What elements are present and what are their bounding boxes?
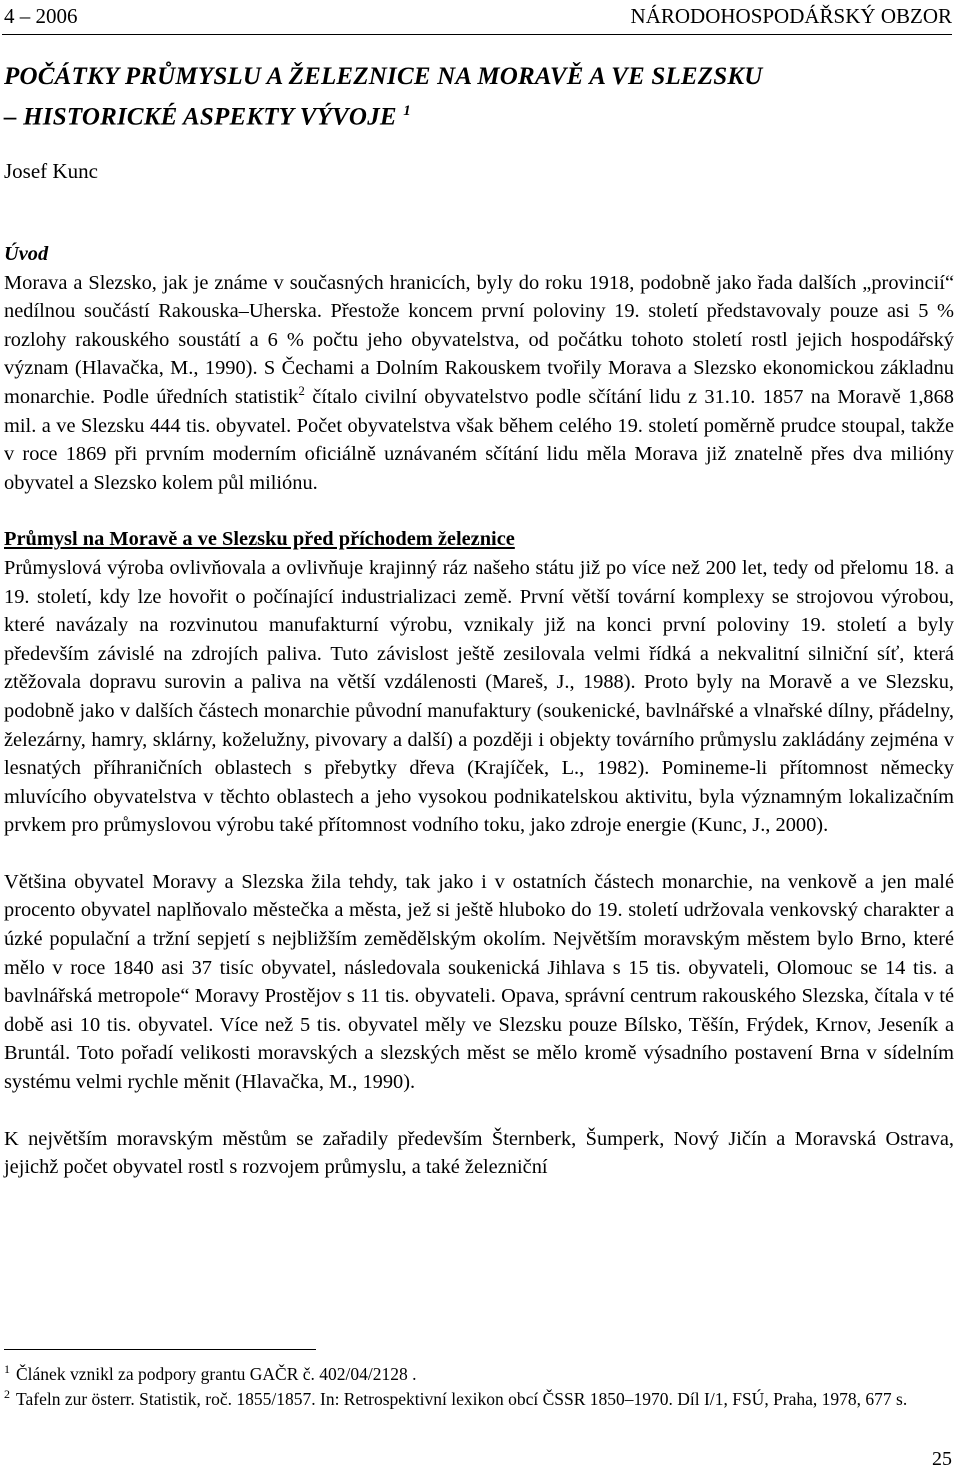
running-header bbox=[4, 4, 952, 32]
header-rule bbox=[2, 34, 952, 35]
paragraph-towns: K největším moravským městům se zařadily především Šternberk, Šumperk, Nový Jičín a Moravská Ostrava, jejichž počet obyvatel rostl s rozvojem průmyslu, a také železniční bbox=[4, 1127, 954, 1179]
footnote-2: $^2$ Tafeln zur österr. Statistik, roč. 1855/1857. In: Retrospektivní lexikon obcí ČSSR 1850–1970. Díl I/1, FSÚ, Praha, 1978, 677 s. bbox=[4, 1387, 908, 1409]
journal-name: NÁRODOHOSPODÁŘSKÝ OBZOR bbox=[630, 4, 952, 28]
article-body bbox=[4, 240, 954, 1182]
author-name: Josef Kunc bbox=[4, 159, 98, 183]
article-title bbox=[4, 60, 952, 134]
paragraph-intro: Morava a Slezsko, jak je známe v současných hranicích, byly do roku 1918, podobně jako řada dalších „provincií“ nedílnou součástí Rakouska–Uherska. Přestože koncem první poloviny 19. století představovaly pouze asi 5 % rozlohy rakouského soustátí a 6 % počtu jeho obyvatelstva, od počátku tohoto století rostl jejich hospodářský význam (Hlavačka, M., 1990). S Čechami a Dolním Rakouskem tvořily Morava a Slezsko ekonomickou základnu monarchie. Podle úředních statistik$^2$ čítalo civilní obyvatelstvo podle sčítání lidu z 31.10. 1857 na Moravě 1,868 mil. a ve Slezsku 444 tis. obyvatel. Počet obyvatelstva však během celého 19. století poměrně prudce stoupal, takže v roce 1869 při prvním moderním oficiálně uznávaném sčítání lidu měla Morava již znatelně přes dva milióny obyvatel a Slezsko kolem půl miliónu. bbox=[4, 271, 954, 494]
issue-label: 4 – 2006 bbox=[4, 4, 78, 28]
title-line-2: – HISTORICKÉ ASPEKTY VÝVOJE $^1$ bbox=[4, 103, 411, 131]
page-number: 25 bbox=[932, 1448, 952, 1470]
title-footnote-mark: 1 bbox=[403, 103, 411, 119]
footnote-1: $^1$ Článek vznikl za podpory grantu GAČR č. 402/04/2128 . bbox=[4, 1362, 417, 1384]
footnote-ref-2: 2 bbox=[298, 383, 305, 399]
title-line-1: POČÁTKY PRŮMYSLU A ŽELEZNICE NA MORAVĚ A VE SLEZSKU bbox=[4, 63, 763, 90]
paragraph-population: Většina obyvatel Moravy a Slezska žila tehdy, tak jako i v ostatních částech monarchie, na venkově a jen malé procento obyvatel naplňovalo městečka a města, jež si ještě hluboko do 19. století udržovala venkovský charakter a úzké populační a tržní sepjetí s nejbližším zemědělským okolím. Největším moravským městem bylo Brno, které mělo v roce 1840 asi 37 tisíc obyvatel, následovala soukenická Jihlava s 15 tis. obyvateli, Olomouc se 14 tis. a bavlnářská metropole“ Moravy Prostějov s 11 tis. obyvateli. Opava, správní centrum rakouského Slezska, čítala v té době asi 10 tis. obyvatel. Více než 5 tis. obyvatel měly ve Slezsku pouze Bílsko, Těšín, Frýdek, Krnov, Jeseník a Bruntál. Toto pořadí velikosti moravských a slezských měst se mělo kromě výsadního postavení Brna v sídelním systému velmi rychle měnit (Hlavačka, M., 1990). bbox=[4, 870, 954, 1094]
section-heading-industry: Průmysl na Moravě a ve Slezsku před příchodem železnice bbox=[4, 528, 515, 551]
footnote-rule bbox=[4, 1349, 316, 1350]
section-heading-intro: Úvod bbox=[4, 243, 49, 265]
paragraph-industry: Průmyslová výroba ovlivňovala a ovlivňuje krajinný ráz našeho státu již po více než 200 let, tedy od přelomu 18. a 19. století, kdy lze hovořit o počínající industrializaci země. První větší tovární komplexy se strojovou výrobou, které navázaly na rozvinutou manufakturní výrobu, vznikaly již na konci první poloviny 19. století a byly především závislé na zdrojích paliva. Tuto závislost ještě zesilovala velmi řídká a nekvalitní silniční síť, která ztěžovala dopravu surovin a paliva na větší vzdálenosti (Mareš, J., 1988). Proto byly na Moravě a ve Slezsku, podobně jako v dalších částech monarchie původní manufaktury (soukenické, bavlnářské a vlnařské dílny, přádelny, železárny, hamry, sklárny, koželužny, pivovary a další) a později i objekty továrního průmyslu zakládány zejména v lesnatých příhraničních oblastech s přebytky dřeva (Krajíček, L., 1982). Pomineme-li přítomnost německy mluvícího obyvatelstva v těchto oblastech a jeho vysokou podnikatelskou aktivitu, byla významným lokalizačním prvkem pro průmyslovou výrobu také přítomnost vodního toku, jako zdroje energie (Kunc, J., 2000). bbox=[4, 556, 954, 837]
footnotes bbox=[4, 1362, 954, 1412]
